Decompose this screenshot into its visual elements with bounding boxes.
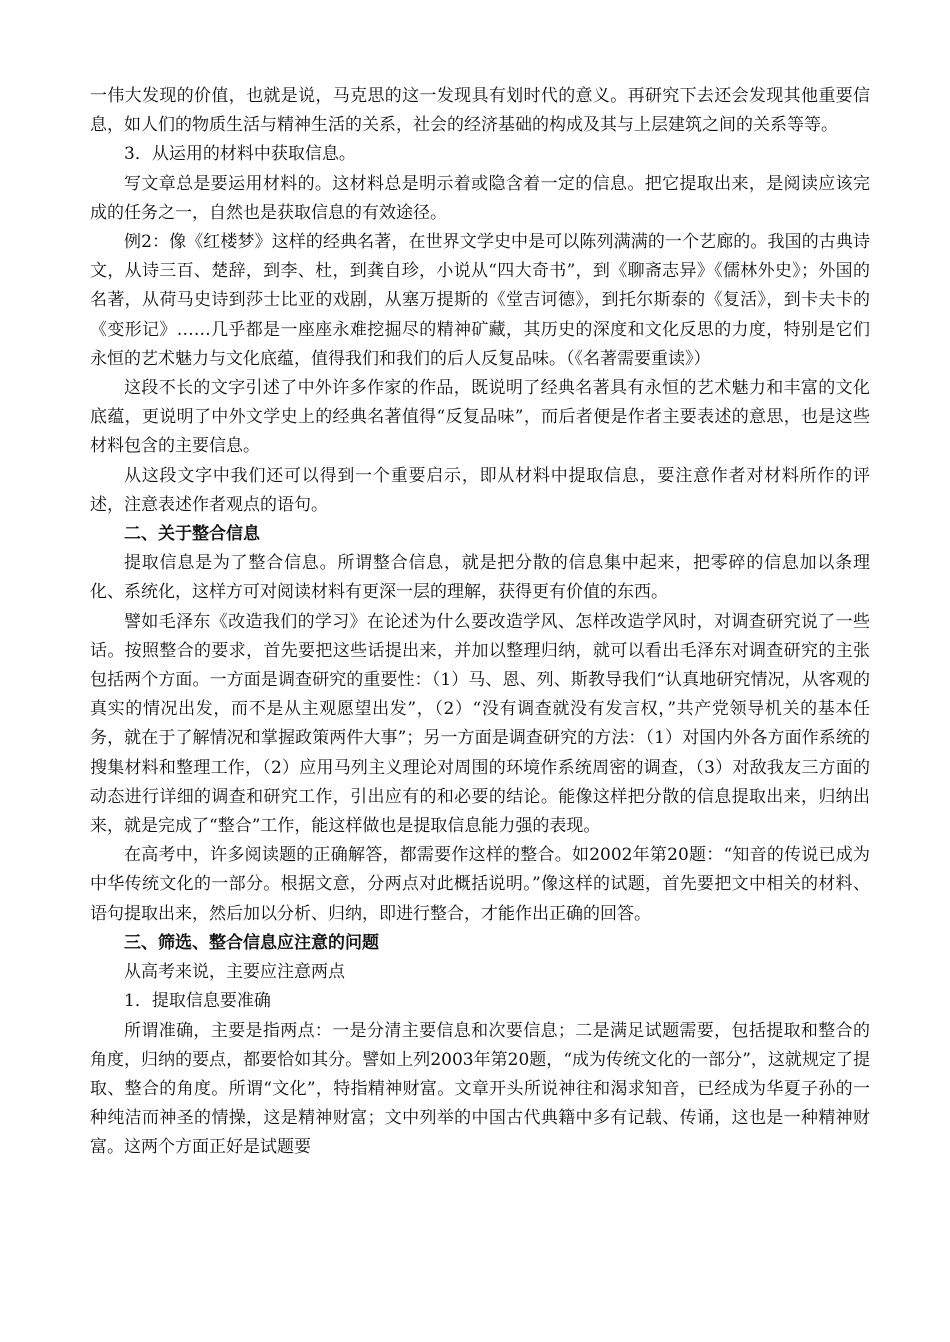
paragraph-item-3: 3．从运用的材料中获取信息。 bbox=[124, 144, 356, 165]
paragraph-materials: 写文章总是要运用材料的。这材料总是明示着或隐含着一定的信息。把它提取出来，是阅读应该完成的任务之一，自然也是获取信息的有效途径。 bbox=[90, 173, 870, 223]
paragraph-continuation: 一伟大发现的价值，也就是说，马克思的这一发现具有划时代的意义。再研究下去还会发现其他重要信息，如人们的物质生活与精神生活的关系，社会的经济基础的构成及其与上层建筑之间的关系等等。 bbox=[90, 86, 870, 136]
paragraph-insight: 从这段文字中我们还可以得到一个重要启示，即从材料中提取信息，要注意作者对材料所作的评述，注意表述作者观点的语句。 bbox=[90, 465, 870, 515]
paragraph-example-2: 例2：像《红楼梦》这样的经典名著，在世界文学史中是可以陈列满满的一个艺廊的。我国的古典诗文，从诗三百、楚辞，到李、杜，到龚自珍，小说从“四大奇书”，到《聊斋志异》《儒林外史》；外国的名著，从荷马史诗到莎士比亚的戏剧，从塞万提斯的《堂吉诃德》，到托尔斯泰的《复活》，到卡夫卡的《变形记》……几乎都是一座座永难挖掘尽的精神矿藏，其历史的深度和文化反思的力度，特别是它们永恒的艺术魅力与文化底蕴，值得我们和我们的后人反复品味。（《名著需要重读》） bbox=[90, 232, 870, 369]
section-heading-issues: 三、筛选、整合信息应注意的问题 bbox=[124, 932, 379, 953]
paragraph-integration-definition: 提取信息是为了整合信息。所谓整合信息，就是把分散的信息集中起来，把零碎的信息加以条理化、系统化，这样方可对阅读材料有更深一层的理解，获得更有价值的东西。 bbox=[90, 553, 870, 603]
paragraph-gaokao: 在高考中，许多阅读题的正确解答，都需要作这样的整合。如2002年第20题：“知音的传说已成为中华传统文化的一部分。根据文意，分两点对此概括说明。”像这样的试题，首先要把文中相关的材料、语句提取出来，然后加以分析、归纳，即进行整合，才能作出正确的回答。 bbox=[90, 845, 870, 924]
document-page bbox=[90, 82, 870, 1163]
paragraph-analysis: 这段不长的文字引述了中外许多作家的作品，既说明了经典名著具有永恒的艺术魅力和丰富的文化底蕴，更说明了中外文学史上的经典名著值得“反复品味”，而后者便是作者主要表述的意思，也是这些材料包含的主要信息。 bbox=[90, 378, 870, 457]
paragraph-two-points: 从高考来说，主要应注意两点 bbox=[124, 962, 345, 983]
paragraph-accuracy: 所谓准确，主要是指两点：一是分清主要信息和次要信息；二是满足试题需要，包括提取和整合的角度，归纳的要点，都要恰如其分。譬如上列2003年第20题，“成为传统文化的一部分”，这就规定了提取、整合的角度。所谓“文化”，特指精神财富。文章开头所说神往和渴求知音，已经成为华夏子孙的一种纯洁而神圣的情操，这是精神财富；文中列举的中国古代典籍中多有记载、传诵，这也是一种精神财富。这两个方面正好是试题要 bbox=[90, 1020, 870, 1158]
section-heading-integration: 二、关于整合信息 bbox=[124, 524, 260, 545]
paragraph-point-1: 1．提取信息要准确 bbox=[124, 991, 271, 1012]
paragraph-mao-example: 譬如毛泽东《改造我们的学习》在论述为什么要改造学风、怎样改造学风时，对调查研究说了一些话。按照整合的要求，首先要把这些话提出来，并加以整理归纳，就可以看出毛泽东对调查研究的主张包括两个方面。一方面是调查研究的重要性：（1）马、恩、列、斯教导我们“认真地研究情况，从客观的真实的情况出发，而不是从主观愿望出发”，（2）“没有调查就没有发言权，”共产党领导机关的基本任务，就在于了解情况和掌握政策两件大事”；另一方面是调查研究的方法：（1）对国内外各方面作系统的搜集材料和整理工作，（2）应用马列主义理论对周围的环境作系统周密的调查，（3）对敌我友三方面的动态进行详细的调查和研究工作，引出应有的和必要的结论。能像这样把分散的信息提取出来，归纳出来，就是完成了“整合”工作，能这样做也是提取信息能力强的表现。 bbox=[90, 611, 870, 837]
